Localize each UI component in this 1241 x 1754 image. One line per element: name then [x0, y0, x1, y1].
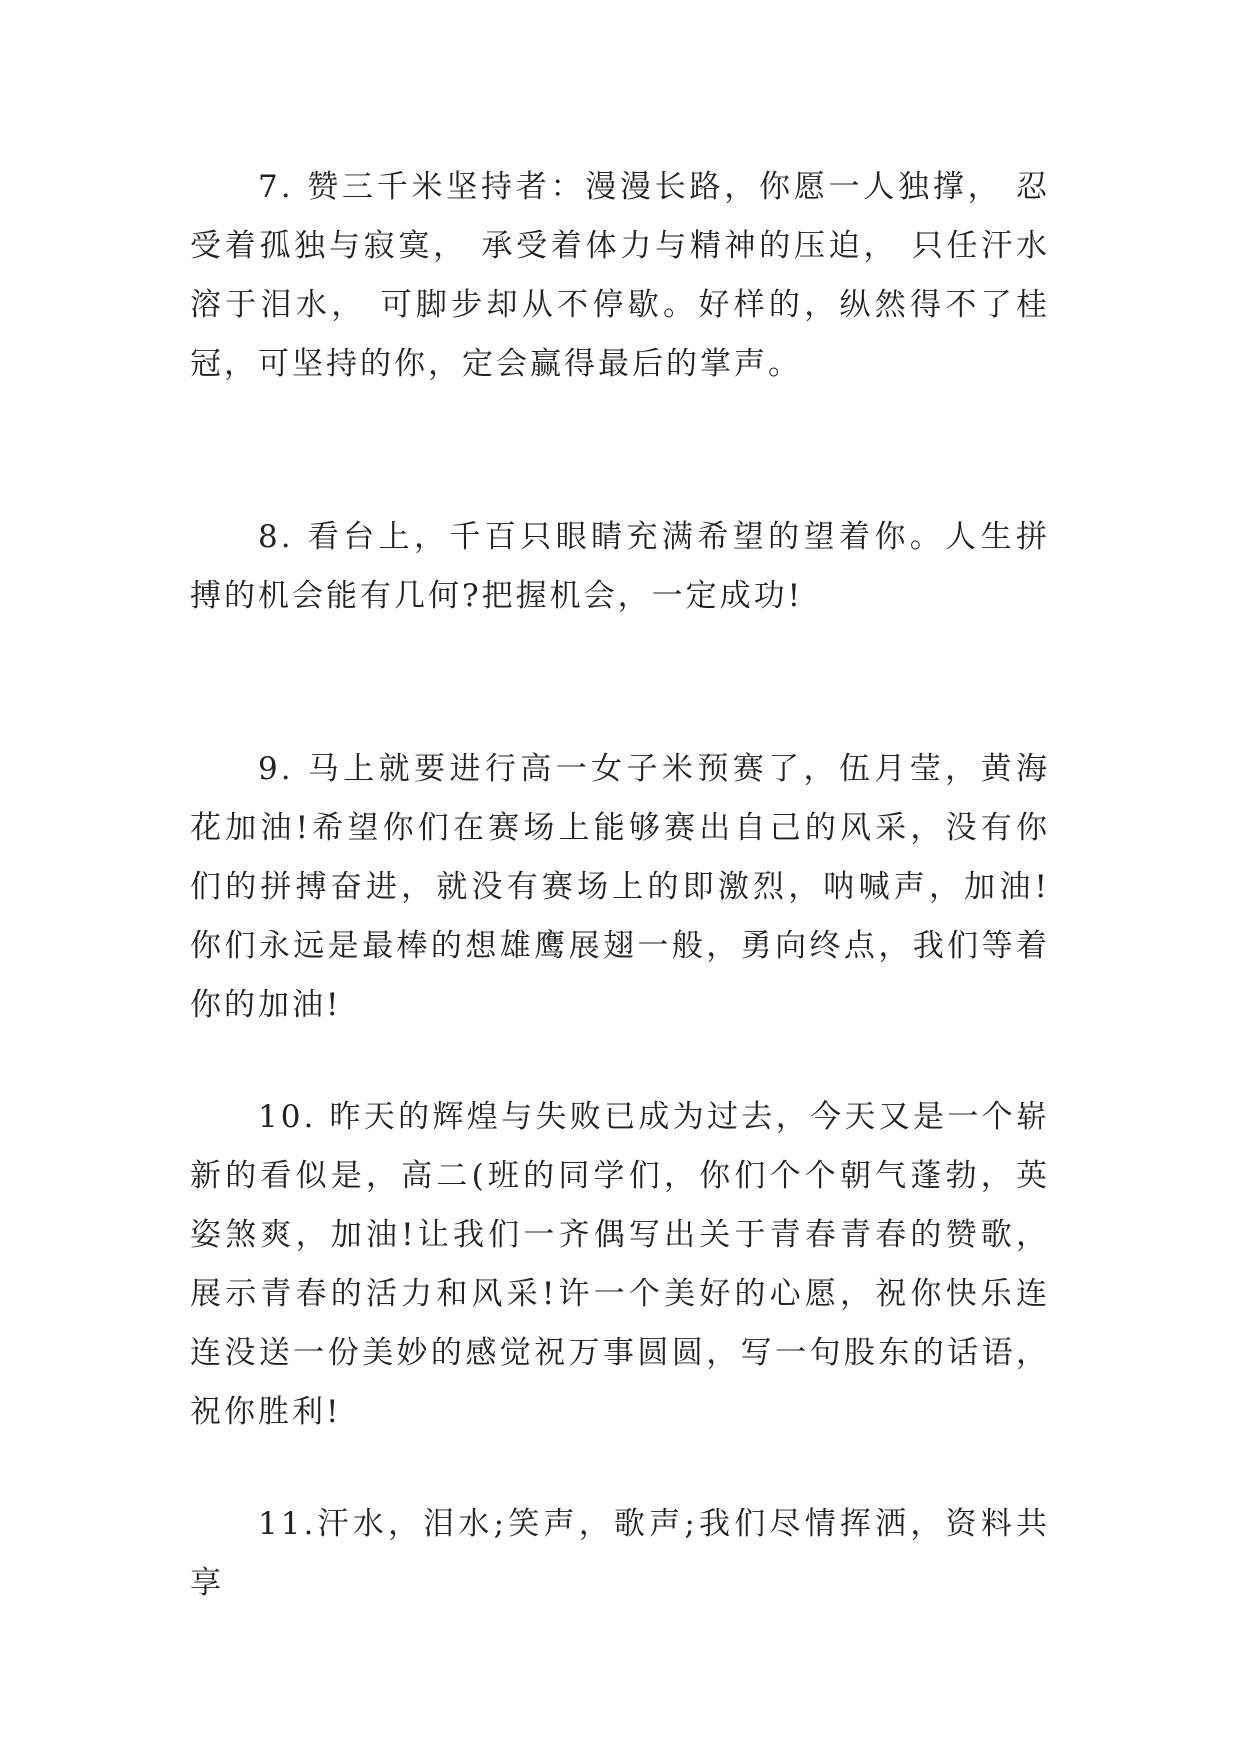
- paragraph-10: 10. 昨天的辉煌与失败已成为过去，今天又是一个崭新的看似是，高二(班的同学们，你们个个朝气蓬勃，英姿煞爽，加油!让我们一齐偶写出关于青春青春的赞歌，展示青春的活力和风采!许一个美好的心愿，祝你快乐连连没送一份美妙的感觉祝万事圆圆，写一句股东的话语，祝你胜利!: [190, 1099, 1050, 1430]
- paragraph-8: 8. 看台上，千百只眼睛充满希望的望着你。人生拼搏的机会能有几何?把握机会，一定成功!: [190, 519, 1050, 614]
- paragraph-7: 7. 赞三千米坚持者：漫漫长路，你愿一人独撑， 忍受着孤独与寂寞， 承受着体力与精神的压迫， 只任汗水溶于泪水， 可脚步却从不停歇。好样的，纵然得不了桂冠，可坚持的你，定会赢得最后的掌声。: [190, 169, 1050, 382]
- paragraph-9: 9. 马上就要进行高一女子米预赛了，伍月莹，黄海花加油!希望你们在赛场上能够赛出自己的风采，没有你们的拼搏奋进，就没有赛场上的即激烈，呐喊声，加油!你们永远是最棒的想雄鹰展翅一般，勇向终点，我们等着你的加油!: [190, 751, 1050, 1023]
- paragraph-11: 11.汗水，泪水;笑声，歌声;我们尽情挥洒，资料共享: [190, 1506, 1050, 1601]
